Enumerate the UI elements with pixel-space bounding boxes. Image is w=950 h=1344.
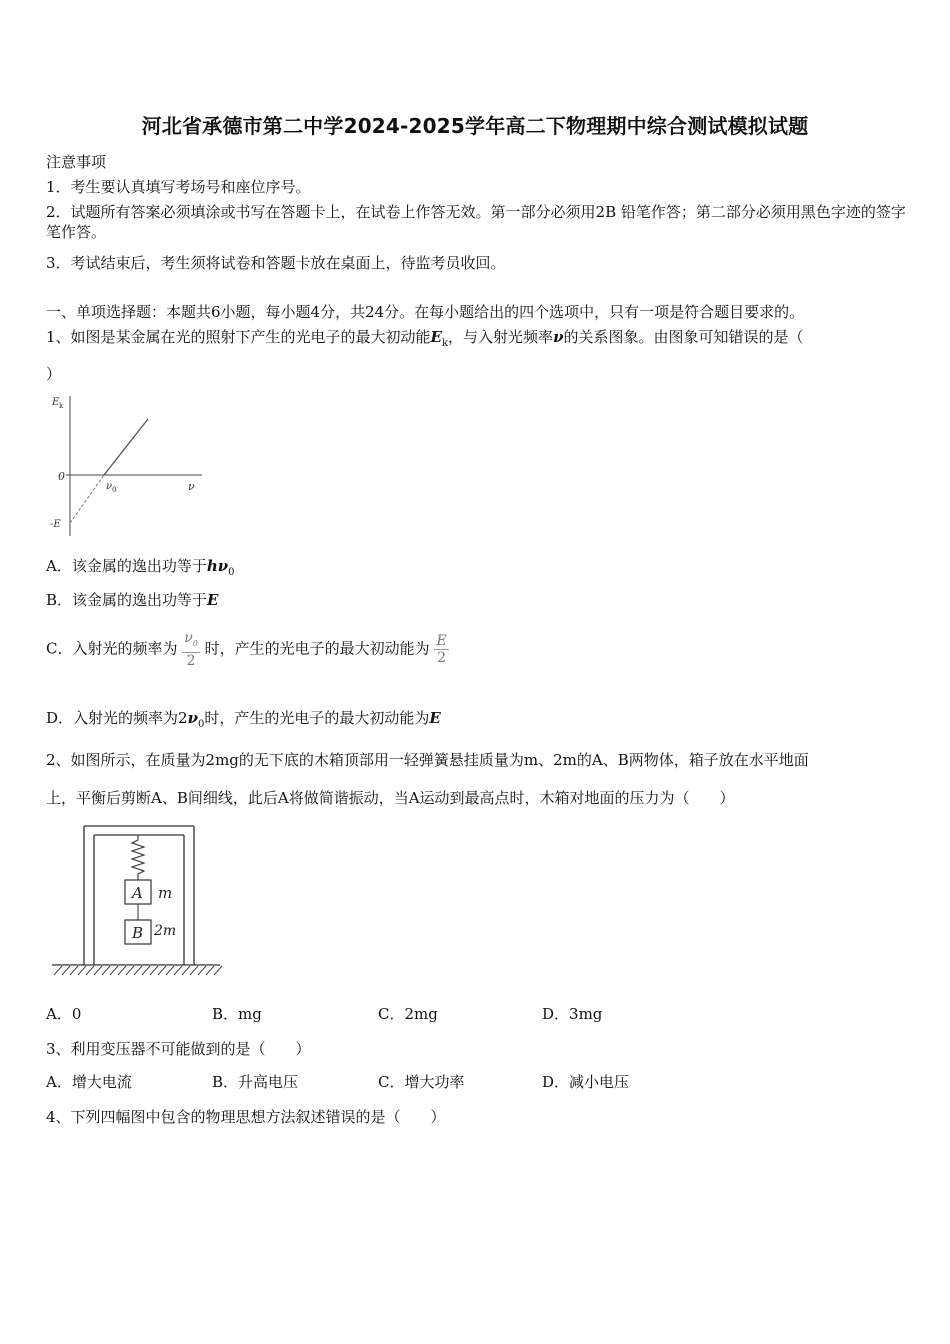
q2-label-mass-a: m bbox=[158, 884, 173, 902]
q1-graph-y-label-sub: k bbox=[59, 402, 64, 410]
q1-option-d-nu: ν bbox=[187, 709, 198, 727]
q1-option-a-sub: 0 bbox=[228, 567, 235, 578]
q1-graph-x-label: ν bbox=[188, 480, 195, 493]
notice-item-1: 1．考生要认真填写考场号和座位序号。 bbox=[46, 178, 311, 196]
q1-option-c-frac1-num-sub: 0 bbox=[192, 638, 198, 648]
q1-option-d-expr: E bbox=[429, 709, 441, 727]
q1-option-d bbox=[46, 708, 441, 735]
q1-option-c-frac1-den: 2 bbox=[186, 652, 196, 669]
section-heading: 一、单项选择题：本题共6小题，每小题4分，共24分。在每小题给出的四个选项中，只有一项是符合题目要求的。 bbox=[46, 303, 805, 321]
q1-option-b-text: B．该金属的逸出功等于 bbox=[46, 591, 208, 609]
q1-option-c bbox=[46, 630, 449, 669]
q1-option-b-expr: E bbox=[207, 591, 219, 609]
q2-label-mass-b: 2m bbox=[154, 923, 177, 939]
q2-ground-hatching bbox=[54, 966, 222, 975]
notice-item-3: 3．考试结束后，考生须将试卷和答题卡放在桌面上，待监考员收回。 bbox=[46, 254, 506, 272]
q1-stem-part-a: 1、如图是某金属在光的照射下产生的光电子的最大初动能 bbox=[46, 328, 431, 346]
q1-option-c-text2: 时，产生的光电子的最大初动能为 bbox=[204, 639, 430, 658]
q1-graph-neg-e: -E bbox=[50, 519, 61, 530]
q1-option-a bbox=[46, 556, 235, 583]
q1-option-d-sub: 0 bbox=[198, 719, 205, 730]
page-title: 河北省承德市第二中学2024-2025学年高二下物理期中综合测试模拟试题 bbox=[141, 114, 809, 138]
q1-graph-extension bbox=[70, 475, 104, 523]
q1-graph-origin: 0 bbox=[58, 470, 65, 483]
notice-item-2: 2．试题所有答案必须填涂或书写在答题卡上，在试卷上作答无效。第一部分必须用2B 铅笔作答；第二部分必须用黑色字迹的签字笔作答。 bbox=[46, 203, 906, 241]
q3-option-c: C．增大功率 bbox=[378, 1073, 465, 1091]
q1-stem-part-c: 的关系图象。由图象可知错误的是（ bbox=[563, 328, 804, 346]
q3-option-b: B．升高电压 bbox=[212, 1073, 299, 1091]
q2-option-d: D．3mg bbox=[542, 1005, 603, 1023]
q1-stem-nu: ν bbox=[553, 328, 564, 346]
q3-option-a: A．增大电流 bbox=[46, 1073, 132, 1091]
q1-option-b bbox=[46, 590, 218, 610]
q1-option-a-text: A．该金属的逸出功等于 bbox=[46, 557, 207, 575]
q1-graph-nu0-sub: 0 bbox=[112, 486, 117, 494]
q1-stem-ek-sub: k bbox=[441, 338, 449, 349]
q1-stem-close: ） bbox=[46, 365, 62, 383]
q1-graph-y-label: E bbox=[52, 397, 60, 408]
q1-option-c-frac1-num: ν bbox=[184, 630, 193, 646]
q2-box-figure bbox=[48, 820, 226, 980]
q3-option-d: D．减小电压 bbox=[542, 1073, 630, 1091]
q2-option-c: C．2mg bbox=[378, 1005, 438, 1023]
q2-option-a: A．0 bbox=[46, 1005, 82, 1023]
q3-stem: 3、利用变压器不可能做到的是（ ） bbox=[46, 1040, 311, 1058]
q2-stem-line-2: 上，平衡后剪断A、B间细线，此后A将做简谐振动，当A运动到最高点时，木箱对地面的压力为（ ） bbox=[46, 789, 735, 807]
q1-option-c-frac2-num: E bbox=[436, 632, 447, 649]
q1-stem bbox=[46, 327, 804, 354]
q4-stem: 4、下列四幅图中包含的物理思想方法叙述错误的是（ ） bbox=[46, 1108, 446, 1126]
q1-graph bbox=[44, 392, 214, 542]
q1-stem-part-b: ，与入射光频率 bbox=[448, 328, 554, 346]
q2-label-a: A bbox=[132, 884, 143, 902]
q2-stem-line-1: 2、如图所示，在质量为2mg的无下底的木箱顶部用一轻弹簧悬挂质量为m、2m的A、B两物体，箱子放在水平地面 bbox=[46, 751, 809, 769]
q1-option-d-text2: 时，产生的光电子的最大初动能为 bbox=[204, 709, 430, 727]
q1-option-c-fraction-1 bbox=[182, 630, 200, 669]
notice-heading: 注意事项 bbox=[46, 153, 107, 171]
q2-label-b: B bbox=[132, 924, 144, 942]
q1-option-c-fraction-2 bbox=[434, 633, 448, 666]
q1-stem-ek: E bbox=[430, 328, 442, 346]
q2-option-b: B．mg bbox=[212, 1005, 262, 1023]
q1-option-c-text1: C．入射光的频率为 bbox=[46, 639, 178, 658]
q1-option-d-text1: D．入射光的频率为2 bbox=[46, 709, 188, 727]
q1-option-c-frac2-den: 2 bbox=[437, 649, 447, 666]
q2-spring bbox=[132, 835, 144, 880]
q1-graph-nu0: ν bbox=[106, 481, 113, 492]
q1-graph-line bbox=[104, 419, 148, 475]
q1-option-a-expr: hν bbox=[206, 557, 229, 575]
